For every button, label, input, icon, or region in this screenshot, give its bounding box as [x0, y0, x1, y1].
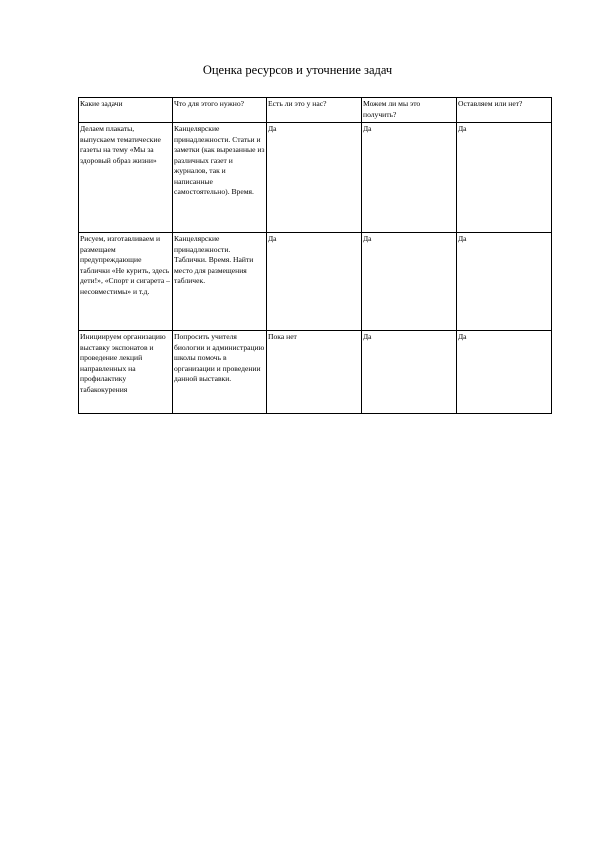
page-title: Оценка ресурсов и уточнение задач: [202, 63, 393, 77]
cell-obtainable: Да: [362, 233, 457, 331]
cell-obtainable: Да: [362, 123, 457, 233]
header-obtainable: Можем ли мы это получить?: [362, 98, 457, 123]
header-tasks: Какие задачи: [79, 98, 173, 123]
cell-available: Пока нет: [267, 331, 362, 414]
cell-available: Да: [267, 233, 362, 331]
header-available: Есть ли это у нас?: [267, 98, 362, 123]
cell-task: Рисуем, изготавливаем и размещаем предупреждающие таблички «Не курить, здесь дети!», «Спорт и сигарета – несовместимы» и т.д.: [79, 233, 173, 331]
cell-requirements: Попросить учителя биологии и администрацию школы помочь в организации и проведении данной выставки.: [173, 331, 267, 414]
cell-keep: Да: [457, 123, 552, 233]
cell-obtainable: Да: [362, 331, 457, 414]
cell-task: Делаем плакаты, выпускаем тематические газеты на тему «Мы за здоровый образ жизни»: [79, 123, 173, 233]
table-row: [79, 123, 552, 233]
cell-requirements: Канцелярские принадлежности. Статьи и заметки (как вырезанные из различных газет и журналов, так и написанные самостоятельно). Время.: [173, 123, 267, 233]
cell-requirements: Канцелярские принадлежности. Таблички. Время. Найти место для размещения табличек.: [173, 233, 267, 331]
header-keep: Оставляем или нет?: [457, 98, 552, 123]
resource-assessment-table: [78, 97, 552, 414]
cell-keep: Да: [457, 233, 552, 331]
table-row: [79, 233, 552, 331]
cell-keep: Да: [457, 331, 552, 414]
cell-available: Да: [267, 123, 362, 233]
header-requirements: Что для этого нужно?: [173, 98, 267, 123]
table-header-row: [79, 98, 552, 123]
table-row: [79, 331, 552, 414]
cell-task: Инициируем организацию выставку экспонатов и проведение лекций направленных на профилактику табакокурения: [79, 331, 173, 414]
